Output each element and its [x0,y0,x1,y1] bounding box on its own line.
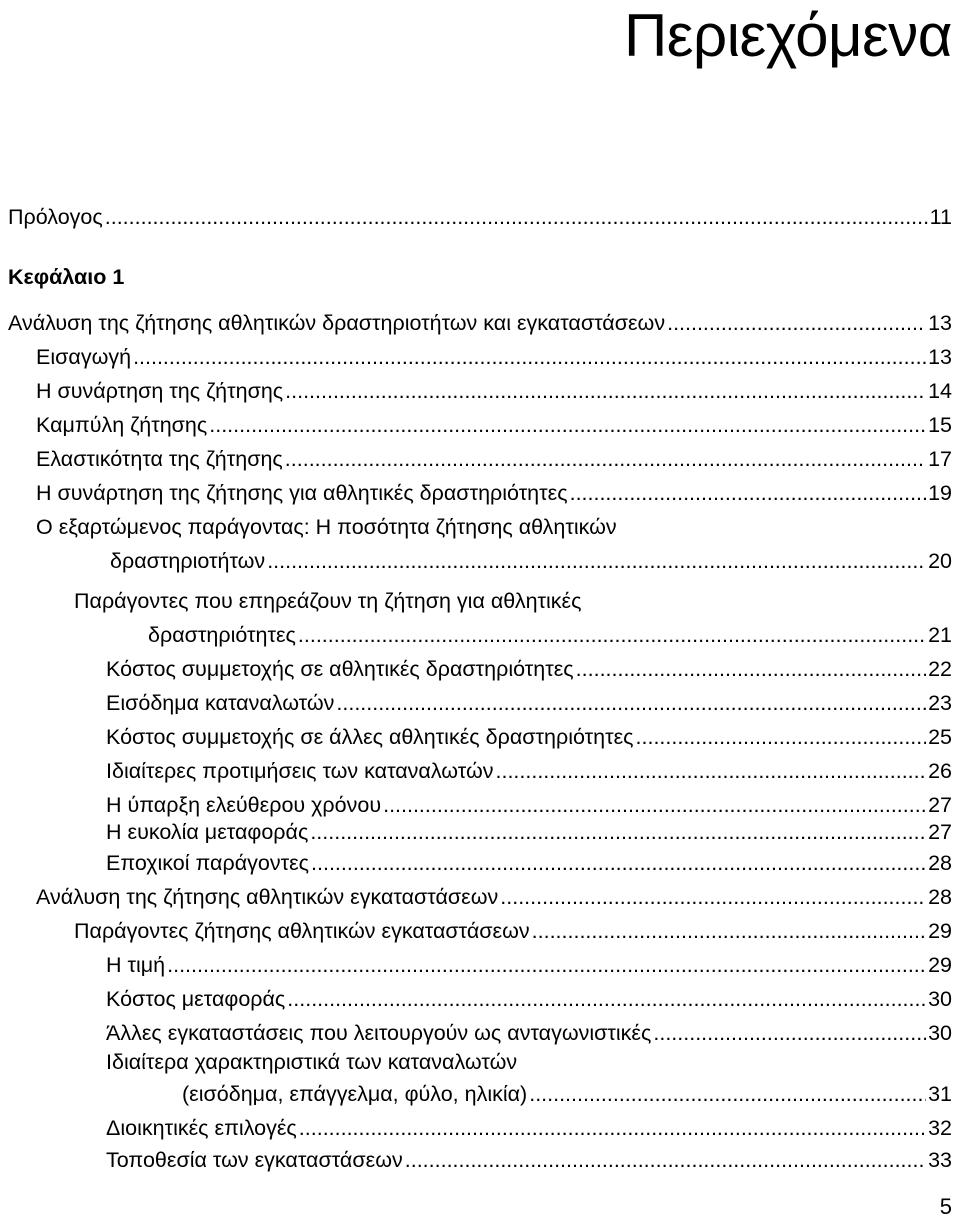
toc-entry-page: 28 [928,851,952,875]
dot-leader [105,200,928,234]
toc-entry[interactable] [36,442,952,476]
toc-entry-label: Παράγοντες ζήτησης αθλητικών εγκαταστάσεων [74,919,530,943]
toc-entry[interactable] [8,306,952,340]
dot-leader [636,720,927,754]
chapter-heading [8,260,952,294]
dot-leader [209,408,926,442]
toc-entry-page: 31 [928,1082,952,1106]
toc-entry-label: Κόστος συμμετοχής σε αθλητικές δραστηριότητες [106,657,574,681]
toc-entry-label: Εισαγωγή [36,345,132,369]
toc-entry-label: Η ύπαρξη ελεύθερου χρόνου [106,793,382,817]
toc-entry-label: Πρόλογος [8,205,103,229]
toc-entry[interactable] [106,754,952,788]
toc-entry[interactable] [36,476,952,510]
toc-entry-prologue[interactable] [8,200,952,234]
toc-entry[interactable] [106,982,952,1016]
toc-entry[interactable] [106,948,952,982]
toc-entry-page: 22 [928,657,952,681]
toc-entry-label: Τοποθεσία των εγκαταστάσεων [106,1148,403,1172]
toc-entry[interactable] [106,815,952,849]
toc-entry-label: δραστηριοτήτων [110,549,266,573]
dot-leader [311,846,926,880]
toc-entry-label: Η τιμή [106,953,166,977]
toc-entry-label: Εποχικοί παράγοντες [106,851,310,875]
toc-entry-page: 27 [928,820,952,844]
toc-entry-page: 14 [928,379,952,403]
toc-entry[interactable] [36,408,952,442]
toc-entry-label: Παράγοντες που επηρεάζουν τη ζήτηση για αθλητικές [74,589,582,613]
toc-entry-label: Ανάλυση της ζήτησης αθλητικών δραστηριοτήτων και εγκαταστάσεων [8,311,666,335]
toc-entry[interactable] [148,618,952,652]
toc-entry-page: 13 [928,345,952,369]
toc-entry-label: Διοικητικές επιλογές [106,1116,297,1140]
toc-entry[interactable] [106,652,952,686]
toc-entry[interactable] [36,374,952,408]
dot-leader [133,340,926,374]
toc-entry-continued[interactable] [36,510,952,544]
dot-leader [500,880,926,914]
dot-leader [336,686,926,720]
toc-entry-label: Ιδιαίτερα χαρακτηριστικά των καταναλωτών [106,1050,518,1074]
dot-leader [529,1077,926,1111]
toc-entry-page: 19 [928,481,952,505]
toc-entry-label: Ελαστικότητα της ζήτησης [36,447,283,471]
toc-entry-label: Η συνάρτηση της ζήτησης [36,379,284,403]
toc-entry-page: 17 [928,447,952,471]
toc-entry-page: 15 [928,413,952,437]
dot-leader [496,754,927,788]
toc-entry-page: 20 [928,549,952,573]
toc-entry-label: Κόστος συμμετοχής σε άλλες αθλητικές δραστηριότητες [106,725,634,749]
toc-entry[interactable] [36,880,952,914]
toc-entry-label: Καμπύλη ζήτησης [36,413,208,437]
dot-leader [576,652,926,686]
toc-entry[interactable] [106,686,952,720]
dot-leader [532,914,926,948]
toc-entry-label: Ο εξαρτώμενος παράγοντας: Η ποσότητα ζήτησης αθλητικών [36,515,617,539]
chapter-heading-label: Κεφάλαιο 1 [8,265,125,289]
toc-entry-page: 28 [928,885,952,909]
toc-entry-page: 21 [928,623,952,647]
dot-leader [667,306,926,340]
dot-leader [299,1111,926,1145]
toc-entry-page: 26 [928,759,952,783]
toc-entry-label: Ιδιαίτερες προτιμήσεις των καταναλωτών [106,759,494,783]
toc-entry[interactable] [182,1077,952,1111]
toc-entry-page: 13 [928,311,952,335]
dot-leader [285,442,926,476]
dot-leader [298,618,926,652]
toc-entry-page: 27 [928,793,952,817]
toc-entry-continued[interactable] [74,584,952,618]
toc-entry[interactable] [106,1143,952,1177]
page-number: 5 [939,1194,952,1219]
toc-entry-label: Η συνάρτηση της ζήτησης για αθλητικές δραστηριότητες [36,481,568,505]
toc-entry-page: 33 [928,1148,952,1172]
toc-entry-label: δραστηριότητες [148,623,296,647]
toc-entry-page: 30 [928,987,952,1011]
toc-entry[interactable] [106,846,952,880]
toc-entry-label: Κόστος μεταφοράς [106,987,286,1011]
toc-entry-page: 25 [928,725,952,749]
toc-entry-label: Εισόδημα καταναλωτών [106,691,335,715]
dot-leader [570,476,926,510]
toc-entry-label: Άλλες εγκαταστάσεις που λειτουργούν ως ανταγωνιστικές [106,1021,652,1045]
dot-leader [285,374,926,408]
toc-entry-label: Ανάλυση της ζήτησης αθλητικών εγκαταστάσεων [36,885,499,909]
toc-entry-page: 30 [928,1021,952,1045]
toc-entry[interactable] [36,340,952,374]
dot-leader [405,1143,926,1177]
page-title: Περιεχόμενα [623,2,952,69]
toc-entry-page: 23 [928,691,952,715]
toc-entry-page: 32 [928,1116,952,1140]
toc-entry-page: 29 [928,919,952,943]
toc-entry[interactable] [106,720,952,754]
toc-entry-page: 11 [929,205,952,229]
toc-entry-continued[interactable] [106,1045,952,1079]
toc-entry-label: (εισόδημα, επάγγελμα, φύλο, ηλικία) [182,1082,528,1106]
toc-entry-page: 29 [928,953,952,977]
dot-leader [267,544,926,578]
toc-entry[interactable] [106,1111,952,1145]
toc-entry[interactable] [74,914,952,948]
dot-leader [287,982,926,1016]
dot-leader [310,815,926,849]
dot-leader [167,948,926,982]
toc-entry-label: Η ευκολία μεταφοράς [106,820,309,844]
toc-entry[interactable] [110,544,952,578]
